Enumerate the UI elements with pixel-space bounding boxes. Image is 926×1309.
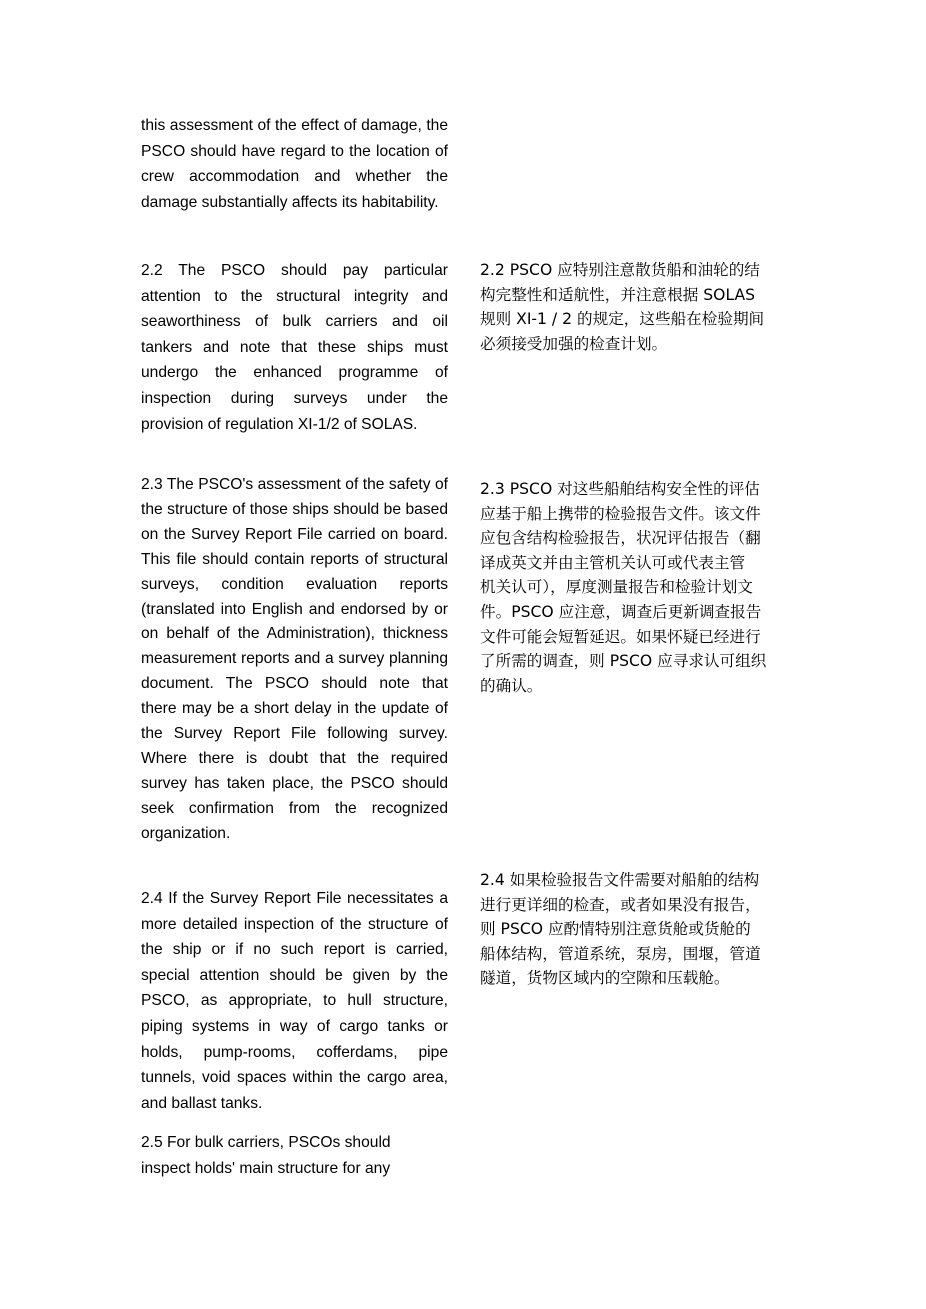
chinese-paragraph-2-3 — [480, 477, 787, 698]
english-paragraph-2-4: 2.4 If the Survey Report File necessitates a more detailed inspection of the structure of the ship or if no such report is carried, special attention should be given by the PSCO, as appropriate, to hull structure, piping systems in way of cargo tanks or holds, pump-rooms, cofferdams, pipe tunnels, void spaces within the cargo area, and ballast tanks. — [141, 890, 448, 1112]
chinese-paragraph-2-4-line: 船体结构，管道系统，泵房，围堰，管道 — [480, 944, 761, 963]
chinese-paragraph-2-4-line: 进行更详细的检查，或者如果没有报告， — [480, 895, 761, 914]
chinese-paragraph-2-3-line: 2.3 PSCO 对这些船舶结构安全性的评估 — [480, 480, 760, 498]
chinese-paragraph-2-3-line: 的确认。 — [480, 676, 543, 695]
chinese-paragraph-2-2-line: 规则 XI-1 / 2 的规定，这些船在检验期间 — [480, 310, 765, 329]
chinese-paragraph-2-2-line: 必须接受加强的检查计划。 — [480, 334, 668, 353]
chinese-paragraph-2-3-line: 文件可能会短暂延迟。如果怀疑已经进行 — [480, 627, 761, 646]
chinese-paragraph-2-4-line: 则 PSCO 应酌情特别注意货舱或货舱的 — [480, 920, 751, 939]
chinese-paragraph-2-3-line: 件。PSCO 应注意，调查后更新调查报告 — [480, 602, 762, 621]
chinese-paragraph-2-3-line: 机关认可），厚度测量报告和检验计划文 — [480, 578, 753, 597]
english-paragraph-2-5-line: 2.5 For bulk carriers, PSCOs should — [141, 1134, 391, 1151]
chinese-paragraph-2-3-line: 应包含结构检验报告，状况评估报告（翻 — [480, 529, 761, 548]
english-paragraph-2-2: 2.2 The PSCO should pay particular attention to the structural integrity and seaworthiness of bulk carriers and oil tankers and note that these ships must undergo the enhanced programme of inspection during surveys under the provision of regulation XI-1/2 of SOLAS. — [141, 262, 448, 433]
chinese-paragraph-2-2 — [480, 258, 787, 356]
chinese-paragraph-2-4-line: 2.4 如果检验报告文件需要对船舶的结构 — [480, 871, 760, 889]
chinese-paragraph-2-2-line: 2.2 PSCO 应特别注意散货船和油轮的结 — [480, 261, 760, 279]
chinese-paragraph-2-3-line: 译成英文并由主管机关认可或代表主管 — [480, 553, 746, 572]
chinese-paragraph-2-4 — [480, 868, 787, 991]
chinese-paragraph-2-2-line: 构完整性和适航性，并注意根据 SOLAS — [480, 285, 756, 304]
english-paragraph-continued: this assessment of the effect of damage, the PSCO should have regard to the location of crew accommodation and whether the damage substantially affects its habitability. — [141, 117, 448, 211]
chinese-paragraph-2-4-line: 隧道，货物区域内的空隙和压载舱。 — [480, 969, 730, 988]
english-paragraph-2-5 — [141, 1130, 448, 1181]
english-paragraph-2-3: 2.3 The PSCO's assessment of the safety of the structure of those ships should be based on the Survey Report File carried on board. This file should contain reports of structural surveys, condition evaluation reports (translated into English and endorsed by or on behalf of the Administration), thickness measurement reports and a survey planning document. The PSCO should note that there may be a short delay in the update of the Survey Report File following survey. Where there is doubt that the required survey has taken place, the PSCO should seek confirmation from the recognized organization. — [141, 476, 448, 842]
chinese-paragraph-2-3-line: 了所需的调查，则 PSCO 应寻求认可组织 — [480, 652, 767, 671]
chinese-paragraph-2-3-line: 应基于船上携带的检验报告文件。该文件 — [480, 504, 761, 523]
english-paragraph-2-5-line: inspect holds' main structure for any — [141, 1159, 391, 1177]
